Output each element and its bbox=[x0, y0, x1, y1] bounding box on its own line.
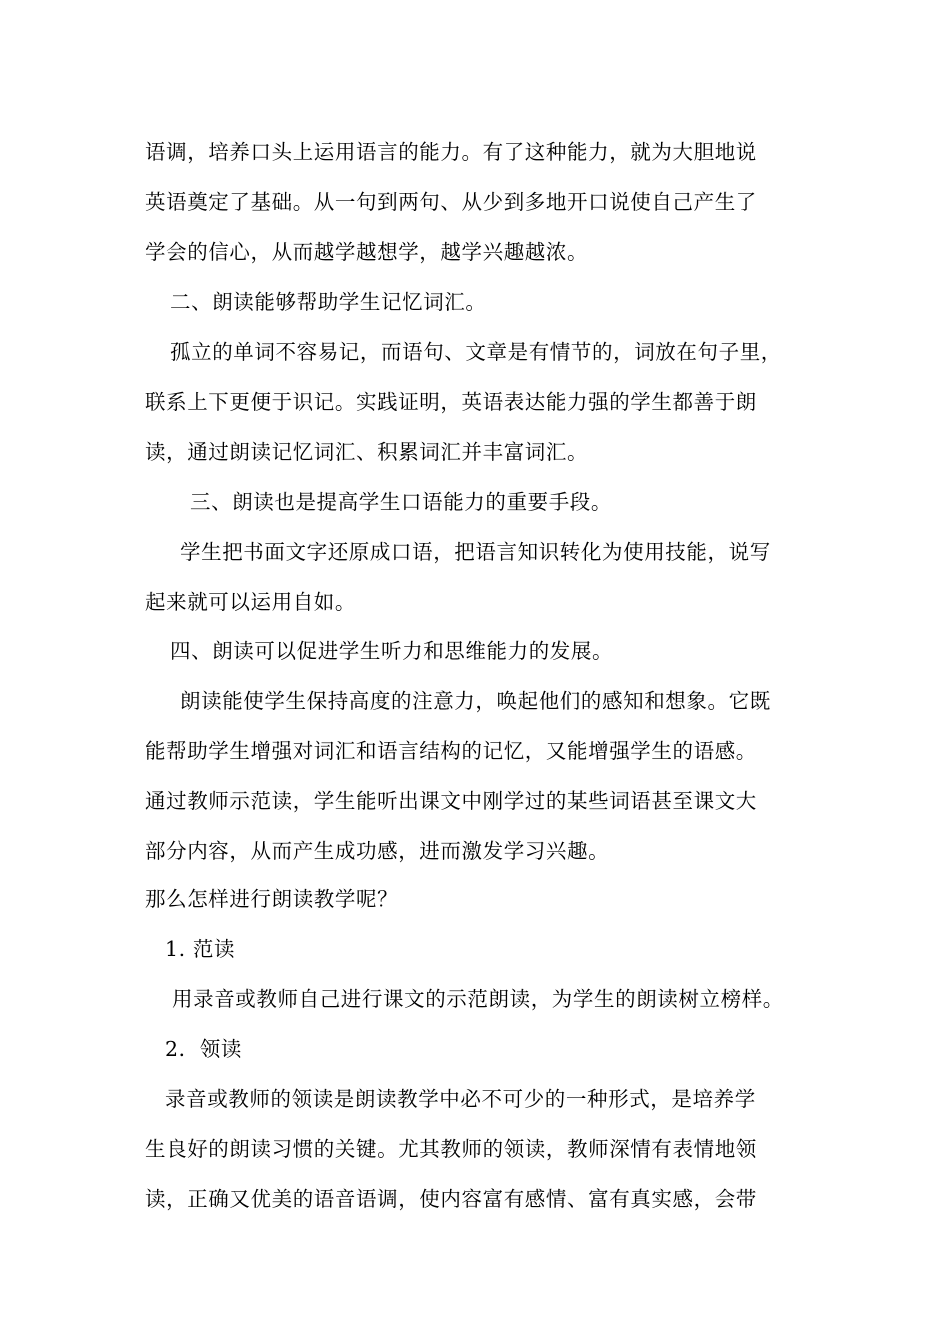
section-heading: 二、朗读能够帮助学生记忆词汇。 bbox=[170, 290, 487, 314]
text-line: 起来就可以运用自如。 bbox=[145, 590, 356, 614]
text-line: 用录音或教师自己进行课文的示范朗读，为学生的朗读树立榜样。 bbox=[172, 987, 784, 1011]
text-line: 学生把书面文字还原成口语，把语言知识转化为使用技能，说写 bbox=[180, 540, 771, 564]
text-line: 部分内容，从而产生成功感，进而激发学习兴趣。 bbox=[145, 839, 610, 863]
text-line: 通过教师示范读，学生能听出课文中刚学过的某些词语甚至课文大 bbox=[145, 789, 757, 813]
list-heading: 1. 范读 bbox=[165, 937, 236, 961]
text-line: 朗读能使学生保持高度的注意力，唤起他们的感知和想象。它既 bbox=[180, 689, 771, 713]
section-heading: 三、朗读也是提高学生口语能力的重要手段。 bbox=[190, 490, 612, 514]
text-line: 读，正确又优美的语音语调，使内容富有感情、富有真实感，会带 bbox=[145, 1187, 757, 1211]
text-line: 读，通过朗读记忆词汇、积累词汇并丰富词汇。 bbox=[145, 440, 589, 464]
text-line: 英语奠定了基础。从一句到两句、从少到多地开口说使自己产生了 bbox=[145, 190, 757, 214]
section-heading: 四、朗读可以促进学生听力和思维能力的发展。 bbox=[170, 639, 614, 663]
text-line: 联系上下更便于识记。实践证明，英语表达能力强的学生都善于朗 bbox=[145, 390, 757, 414]
text-line: 录音或教师的领读是朗读教学中必不可少的一种形式，是培养学 bbox=[165, 1087, 756, 1111]
list-heading: 2．领读 bbox=[165, 1037, 242, 1061]
text-line: 学会的信心，从而越学越想学，越学兴趣越浓。 bbox=[145, 240, 589, 264]
text-line: 语调，培养口头上运用语言的能力。有了这种能力，就为大胆地说 bbox=[145, 140, 757, 164]
text-line: 生良好的朗读习惯的关键。尤其教师的领读，教师深情有表情地领 bbox=[145, 1137, 757, 1161]
question-line: 那么怎样进行朗读教学呢？ bbox=[145, 887, 399, 911]
text-line: 能帮助学生增强对词汇和语言结构的记忆，又能增强学生的语感。 bbox=[145, 739, 757, 763]
text-line: 孤立的单词不容易记，而语句、文章是有情节的，词放在句子里， bbox=[170, 340, 782, 364]
